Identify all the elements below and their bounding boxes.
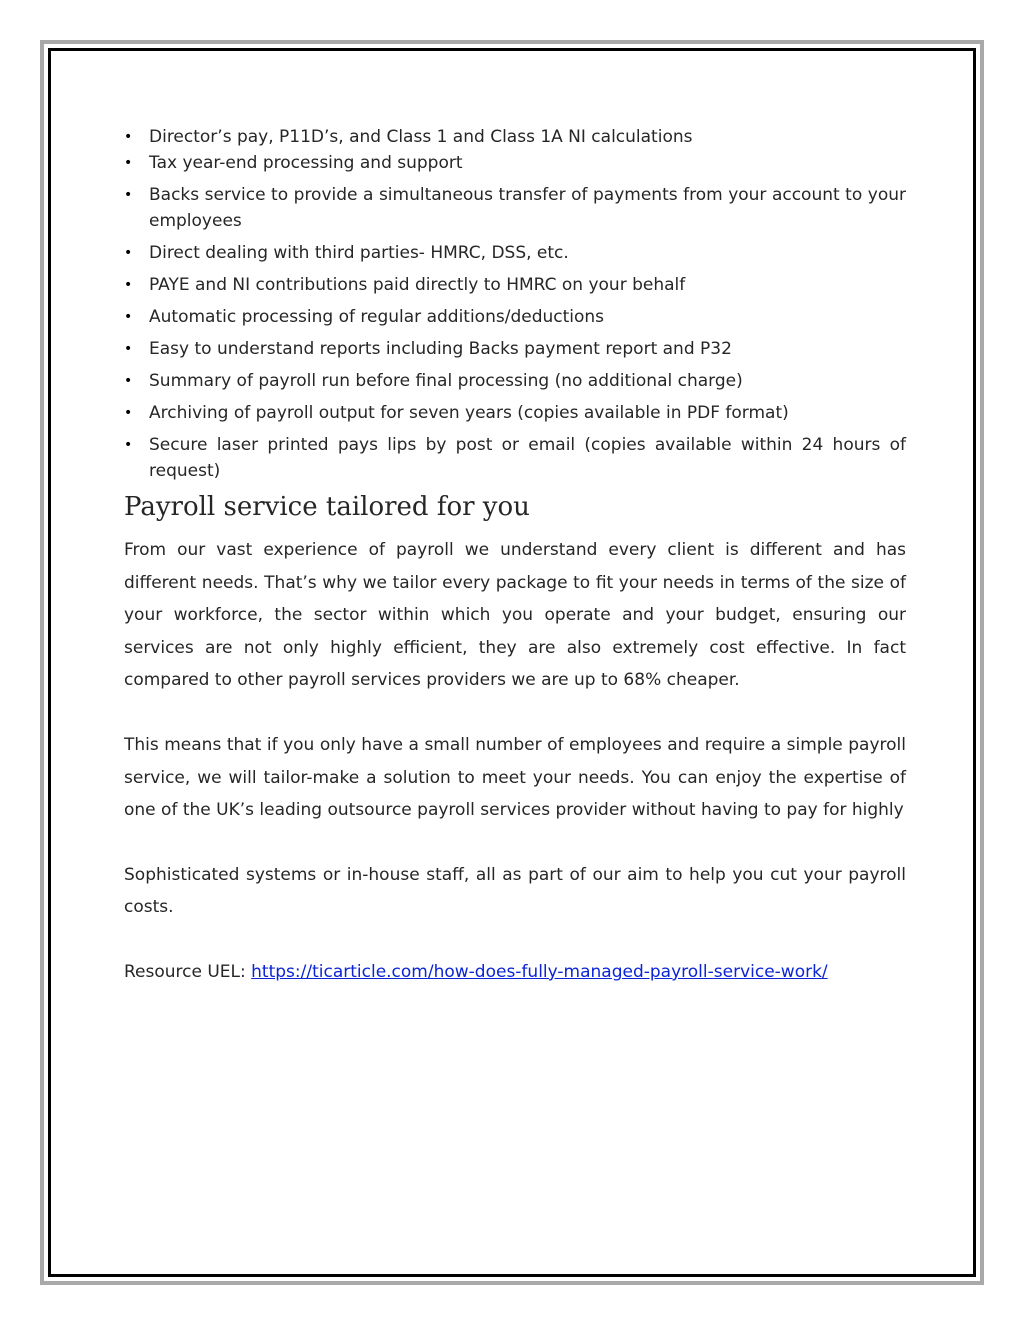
page-frame	[40, 40, 984, 1285]
list-item-text: Archiving of payroll output for seven years (copies available in PDF format)	[149, 403, 789, 423]
list-item-text: Backs service to provide a simultaneous transfer of payments from your account to your employees	[149, 185, 906, 231]
bullet-icon: •	[124, 437, 133, 453]
bullet-icon: •	[124, 129, 133, 145]
bullet-icon: •	[124, 341, 133, 357]
list-item	[124, 304, 906, 330]
body-paragraph: Sophisticated systems or in-house staff, all as part of our aim to help you cut your payroll costs.	[124, 864, 906, 918]
body-paragraph: From our vast experience of payroll we understand every client is different and has different needs. That’s why we tailor every package to fit your needs in terms of the size of your workforce, the sector within which you operate and your budget, ensuring our services are not only highly efficient, they are also extremely cost effective. In fact compared to other payroll services providers we are up to 68% cheaper.	[124, 540, 906, 691]
bullet-icon: •	[124, 187, 133, 203]
list-item-text: Easy to understand reports including Backs payment report and P32	[149, 339, 732, 359]
resource-link[interactable]: https://ticarticle.com/how-does-fully-managed-payroll-service-work/	[251, 961, 828, 982]
list-item-text: Automatic processing of regular additions/deductions	[149, 307, 605, 327]
page-border	[48, 48, 976, 1277]
bullet-icon: •	[124, 373, 133, 389]
bullet-icon: •	[124, 405, 133, 421]
list-item	[124, 432, 906, 484]
list-item	[124, 240, 906, 266]
list-item	[124, 400, 906, 426]
list-item-text: Tax year-end processing and support	[149, 153, 463, 173]
feature-list	[124, 124, 906, 484]
resource-line	[124, 956, 906, 988]
document-content	[124, 124, 906, 988]
list-item-text: Director’s pay, P11D’s, and Class 1 and Class 1A NI calculations	[149, 127, 693, 147]
list-item-text: Direct dealing with third parties- HMRC, DSS, etc.	[149, 243, 569, 263]
bullet-icon: •	[124, 309, 133, 325]
list-item	[124, 182, 906, 234]
list-item	[124, 124, 906, 150]
list-item-text: PAYE and NI contributions paid directly to HMRC on your behalf	[149, 275, 686, 295]
list-item	[124, 272, 906, 298]
list-item	[124, 368, 906, 394]
bullet-icon: •	[124, 155, 133, 171]
list-item-text: Summary of payroll run before final processing (no additional charge)	[149, 371, 743, 391]
body-paragraph: This means that if you only have a small number of employees and require a simple payroll service, we will tailor-make a solution to meet your needs. You can enjoy the expertise of one of the UK’s leading outsource payroll services provider without having to pay for highly	[124, 734, 906, 821]
list-item-text: Secure laser printed pays lips by post or email (copies available within 24 hours of request)	[149, 435, 906, 481]
list-item	[124, 150, 906, 176]
resource-label: Resource UEL:	[124, 961, 252, 982]
list-item	[124, 336, 906, 362]
bullet-icon: •	[124, 245, 133, 261]
bullet-icon: •	[124, 277, 133, 293]
section-heading: Payroll service tailored for you	[124, 492, 530, 522]
